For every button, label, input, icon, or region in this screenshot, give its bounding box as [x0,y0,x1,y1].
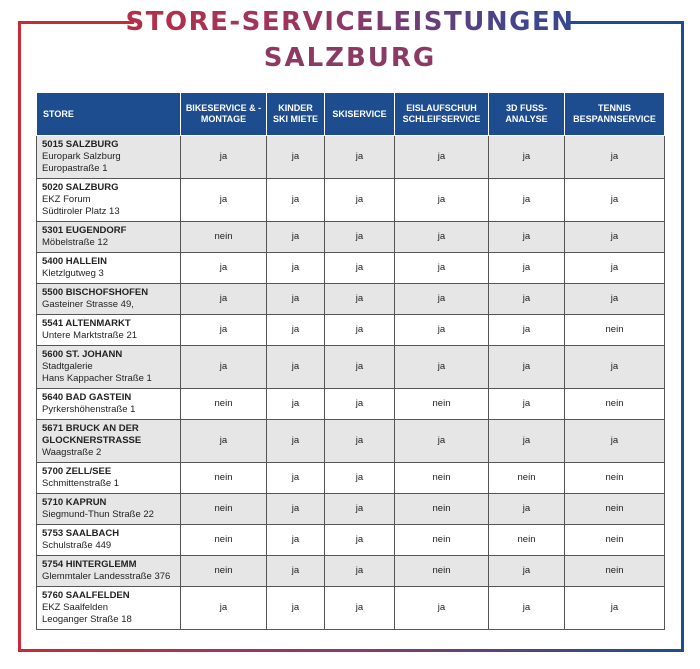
service-availability-cell: nein [395,494,489,525]
store-cell [37,494,181,525]
store-address-line: Untere Marktstraße 21 [42,330,138,341]
service-availability-cell: ja [489,420,565,463]
service-availability-cell: nein [181,525,267,556]
service-availability-cell: ja [565,420,665,463]
table-row [37,253,665,284]
service-availability-cell: ja [267,315,325,346]
service-availability-cell: ja [267,420,325,463]
column-header: 3D FUSS-ANALYSE [489,93,565,136]
service-availability-cell: ja [325,420,395,463]
service-availability-cell: nein [395,389,489,420]
service-availability-cell: nein [565,389,665,420]
store-name: 5500 BISCHOFSHOFEN [42,287,149,298]
service-availability-cell: ja [565,136,665,179]
store-address-line: Schmittenstraße 1 [42,478,120,489]
store-address-line: EKZ Forum [42,194,91,205]
store-cell [37,587,181,630]
service-availability-cell: ja [489,494,565,525]
service-availability-cell: nein [395,556,489,587]
store-cell [37,420,181,463]
service-availability-cell: ja [489,315,565,346]
service-availability-cell: nein [395,463,489,494]
store-address-line: Gasteiner Strasse 49, [42,299,134,310]
service-availability-cell: ja [325,389,395,420]
store-address-line: Hans Kappacher Straße 1 [42,373,152,384]
store-cell [37,136,181,179]
service-availability-cell: ja [325,179,395,222]
service-availability-cell: ja [489,179,565,222]
service-availability-cell: ja [325,556,395,587]
service-availability-cell: ja [395,315,489,346]
service-availability-cell: ja [181,284,267,315]
service-availability-cell: nein [489,463,565,494]
store-cell [37,222,181,253]
table-header-row [37,93,665,136]
store-name: 5020 SALZBURG [42,182,119,193]
service-availability-cell: ja [565,253,665,284]
page-subtitle: SALZBURG [263,43,437,73]
table-row [37,179,665,222]
service-availability-cell: nein [181,494,267,525]
service-availability-cell: ja [181,253,267,284]
store-name: 5541 ALTENMARKT [42,318,131,329]
service-availability-cell: ja [489,389,565,420]
column-header: EISLAUFSCHUH SCHLEIFSERVICE [395,93,489,136]
service-availability-cell: ja [267,179,325,222]
column-header: SKISERVICE [325,93,395,136]
table-row [37,346,665,389]
table-row [37,525,665,556]
service-availability-cell: ja [267,284,325,315]
store-address-line: EKZ Saalfelden [42,602,109,613]
store-name: 5710 KAPRUN [42,497,107,508]
table-row [37,463,665,494]
service-availability-cell: ja [565,179,665,222]
table-row [37,556,665,587]
service-availability-cell: nein [181,389,267,420]
service-availability-cell: ja [395,222,489,253]
service-availability-cell: ja [565,222,665,253]
table-row [37,136,665,179]
service-availability-cell: ja [395,587,489,630]
store-cell [37,253,181,284]
service-availability-cell: ja [565,284,665,315]
service-availability-cell: ja [325,222,395,253]
store-name: 5600 ST. JOHANN [42,349,123,360]
table-row [37,587,665,630]
store-address-line: Europark Salzburg [42,151,121,162]
store-address-line: Waagstraße 2 [42,447,102,458]
service-availability-cell: ja [181,315,267,346]
table-row [37,420,665,463]
service-availability-cell: ja [325,136,395,179]
service-availability-cell: ja [395,284,489,315]
store-name: 5753 SAALBACH [42,528,120,539]
store-address-line: Pyrkershöhenstraße 1 [42,404,136,415]
column-header: STORE [37,93,181,136]
column-header: KINDER SKI MIETE [267,93,325,136]
service-availability-cell: ja [395,179,489,222]
service-availability-cell: ja [565,587,665,630]
store-name: 5700 ZELL/SEE [42,466,112,477]
table-row [37,284,665,315]
store-name: 5400 HALLEIN [42,256,107,267]
service-availability-cell: nein [565,494,665,525]
store-cell [37,284,181,315]
store-name: 5760 SAALFELDEN [42,590,130,601]
service-availability-cell: ja [489,556,565,587]
service-availability-cell: nein [489,525,565,556]
service-availability-cell: ja [325,253,395,284]
service-availability-cell: ja [181,587,267,630]
store-cell [37,346,181,389]
service-availability-cell: ja [489,222,565,253]
table-body [37,136,665,630]
service-availability-cell: ja [267,494,325,525]
table-row [37,222,665,253]
service-availability-cell: ja [267,136,325,179]
service-availability-cell: ja [267,463,325,494]
store-name: 5640 BAD GASTEIN [42,392,132,403]
service-availability-cell: ja [489,136,565,179]
service-availability-cell: ja [181,136,267,179]
service-availability-cell: nein [565,525,665,556]
service-availability-cell: ja [267,556,325,587]
service-availability-cell: nein [565,463,665,494]
service-availability-cell: ja [489,346,565,389]
service-availability-cell: ja [395,420,489,463]
service-availability-cell: ja [325,494,395,525]
service-availability-cell: ja [267,222,325,253]
service-availability-cell: ja [325,587,395,630]
service-availability-cell: ja [395,136,489,179]
store-cell [37,315,181,346]
store-address-line: Leoganger Straße 18 [42,614,132,625]
service-availability-cell: ja [267,253,325,284]
service-availability-cell: ja [181,179,267,222]
service-availability-cell: ja [395,253,489,284]
service-availability-cell: nein [181,463,267,494]
service-availability-cell: ja [565,346,665,389]
service-availability-cell: ja [325,284,395,315]
column-header: BIKESERVICE & -MONTAGE [181,93,267,136]
store-address-line: Schulstraße 449 [42,540,112,551]
page-title: STORE-SERVICELEISTUNGEN [0,6,700,38]
store-address-line: Stadtgalerie [42,361,93,372]
store-address-line: Südtiroler Platz 13 [42,206,120,217]
store-address-line: Kletzlgutweg 3 [42,268,104,279]
store-cell [37,556,181,587]
frame-right-border [681,21,684,652]
service-availability-cell: ja [267,389,325,420]
store-name: 5301 EUGENDORF [42,225,127,236]
store-cell [37,463,181,494]
store-cell [37,389,181,420]
service-availability-cell: ja [325,315,395,346]
service-availability-cell: ja [181,346,267,389]
service-availability-cell: nein [181,222,267,253]
store-address-line: Möbelstraße 12 [42,237,109,248]
service-availability-cell: nein [181,556,267,587]
store-name: 5754 HINTERGLEMM [42,559,137,570]
service-availability-cell: nein [565,315,665,346]
service-availability-cell: nein [395,525,489,556]
store-address-line: Siegmund-Thun Straße 22 [42,509,154,520]
service-availability-cell: ja [489,253,565,284]
table-row [37,389,665,420]
store-cell [37,525,181,556]
store-name: 5671 BRUCK AN DER GLOCKNERSTRASSE [42,423,142,446]
service-availability-cell: ja [267,346,325,389]
column-header: TENNIS BESPANNSERVICE [565,93,665,136]
service-availability-cell: ja [395,346,489,389]
service-availability-cell: ja [325,525,395,556]
service-availability-cell: ja [181,420,267,463]
service-availability-cell: ja [267,525,325,556]
store-address-line: Europastraße 1 [42,163,108,174]
store-address-line: Glemmtaler Landesstraße 376 [42,571,171,582]
service-availability-cell: ja [325,463,395,494]
store-name: 5015 SALZBURG [42,139,119,150]
service-availability-cell: nein [565,556,665,587]
services-table [36,92,665,630]
frame-bottom-border [18,649,684,652]
service-availability-cell: ja [489,587,565,630]
table-row [37,315,665,346]
store-cell [37,179,181,222]
service-availability-cell: ja [489,284,565,315]
service-availability-cell: ja [267,587,325,630]
service-availability-cell: ja [325,346,395,389]
table-row [37,494,665,525]
frame-left-border [18,21,21,652]
